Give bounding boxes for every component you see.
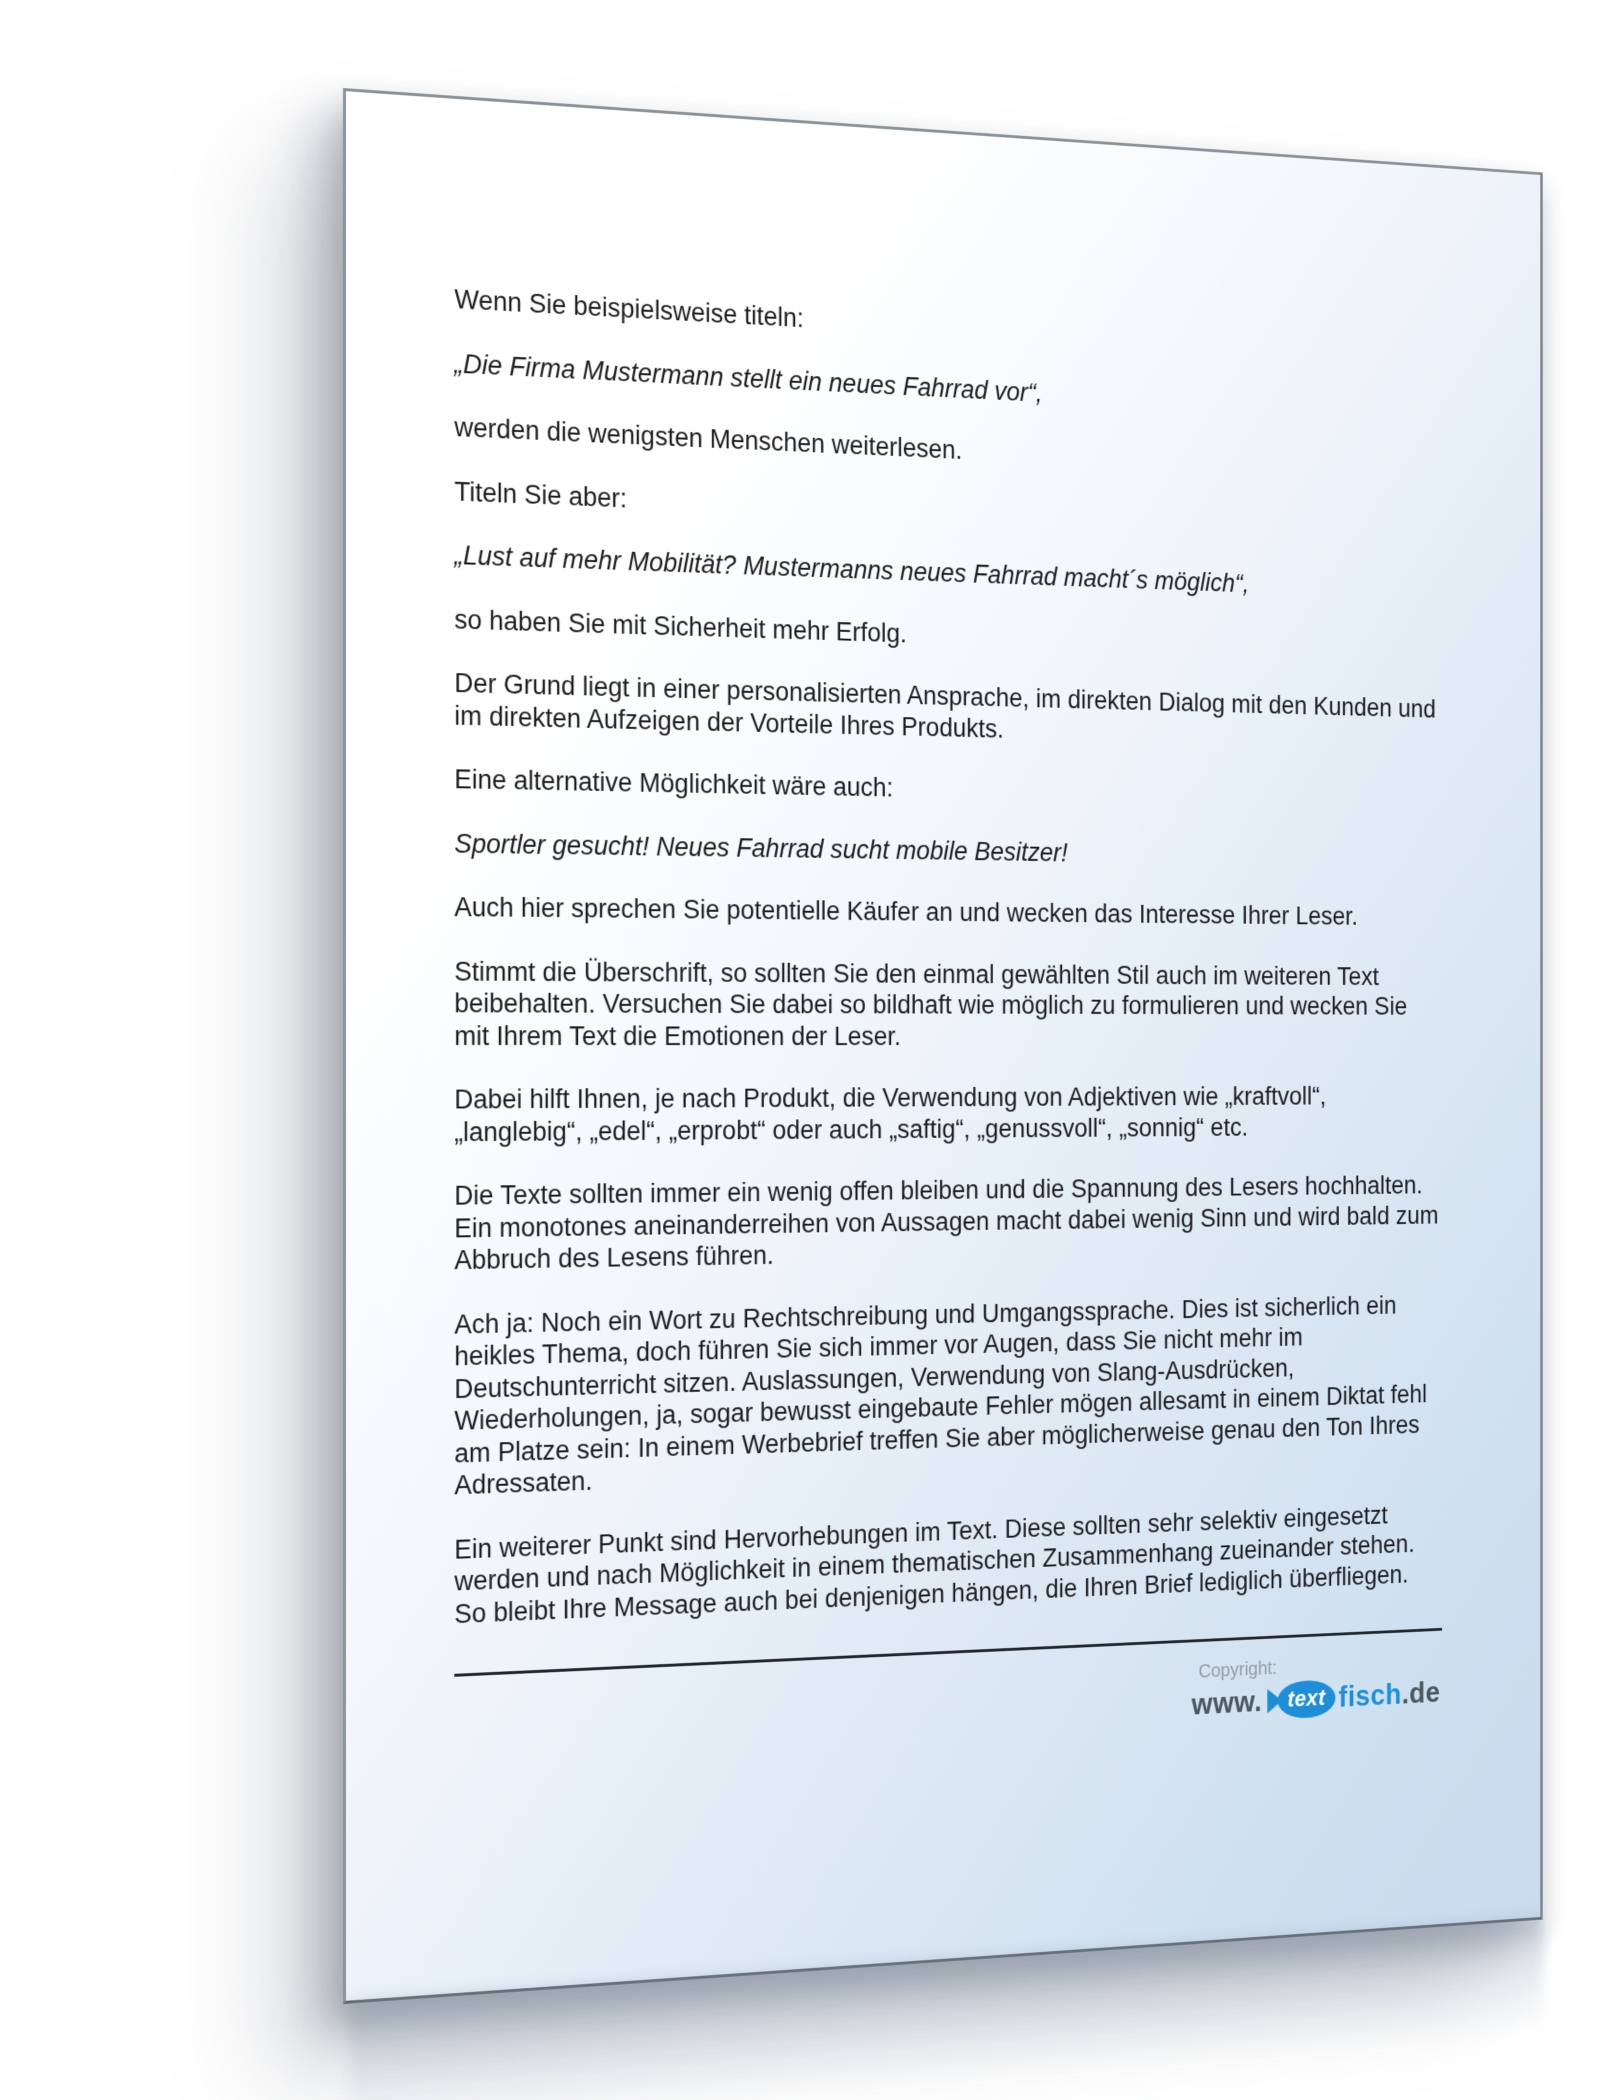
- paragraph: Ein weiterer Punkt sind Hervorhebungen im Text. Diese sollten sehr selektiv eingesetzt werden und nach Möglichkeit in einem thematischen Zusammenhang zueinander stehen. So bleibt Ihre Message auch bei denjenigen hängen, die Ihren Brief lediglich überfliegen.: [454, 1500, 1415, 1629]
- paragraph: Der Grund liegt in einer personalisierten Ansprache, im direkten Dialog mit den Kunden und im direkten Aufzeigen der Vorteile Ihres Produkts.: [454, 668, 1436, 743]
- footer-block: [1192, 1649, 1442, 1724]
- fish-icon: [1267, 1679, 1335, 1720]
- paragraph: so haben Sie mit Sicherheit mehr Erfolg.: [454, 604, 907, 648]
- paragraph: Stimmt die Überschrift, so sollten Sie den einmal gewählten Stil auch im weiteren Text beibehalten. Versuchen Sie dabei so bildhaft wie möglich zu formulieren und wecken Sie mit Ihrem Text die Emotionen der Leser.: [454, 956, 1408, 1051]
- logo-www-label: www.: [1191, 1684, 1263, 1721]
- paragraph: Dabei hilft Ihnen, je nach Produkt, die Verwendung von Adjektiven wie „kraftvoll“, „langlebig“, „edel“, „erprobt“ oder auch „saftig“, „genussvoll“, „sonnig“ etc.: [454, 1082, 1327, 1147]
- paragraph-quote: „Lust auf mehr Mobilität? Mustermanns neues Fahrrad macht´s möglich“,: [454, 540, 1250, 598]
- logo-de-label: .de: [1401, 1675, 1441, 1710]
- fish-body-shape: text: [1277, 1679, 1335, 1719]
- copyright-label: Copyright:: [1198, 1657, 1277, 1683]
- paragraph: Titeln Sie aber:: [454, 476, 628, 513]
- paragraph: werden die wenigsten Menschen weiterlesen.: [454, 412, 963, 465]
- document-content: [454, 283, 1442, 1763]
- paragraph: Die Texte sollten immer ein wenig offen bleiben und die Spannung des Lesers hochhalten. Ein monotones aneinanderreihen von Aussagen macht dabei wenig Sinn und wird bald zum Abbruch des Lesens führen.: [454, 1171, 1439, 1276]
- document-sheet: [343, 88, 1543, 2004]
- paragraph: Wenn Sie beispielsweise titeln:: [454, 284, 804, 333]
- paragraph: Ach ja: Noch ein Wort zu Rechtschreibung und Umgangssprache. Dies ist sicherlich ein heikles Thema, doch führen Sie sich immer vor Augen, dass Sie nicht mehr im Deutschunterricht sitzen. Auslassungen, Verwendung von Slang-Ausdrücken, Wiederholungen, ja, sogar bewusst eingebaute Fehler mögen allesamt in einem Diktat fehl am Platze sein: In einem Werbebrief treffen Sie aber möglicherweise genau den Ton Ihres Adressaten.: [454, 1290, 1428, 1501]
- paragraph: Eine alternative Möglichkeit wäre auch:: [454, 764, 894, 803]
- logo-fisch-label: fisch: [1338, 1677, 1402, 1714]
- paragraph: Auch hier sprechen Sie potentielle Käufer an und wecken das Interesse Ihrer Leser.: [454, 892, 1358, 931]
- paragraph-quote: Sportler gesucht! Neues Fahrrad sucht mobile Besitzer!: [454, 828, 1068, 867]
- paragraph-quote: „Die Firma Mustermann stellt ein neues Fahrrad vor“,: [454, 348, 1043, 408]
